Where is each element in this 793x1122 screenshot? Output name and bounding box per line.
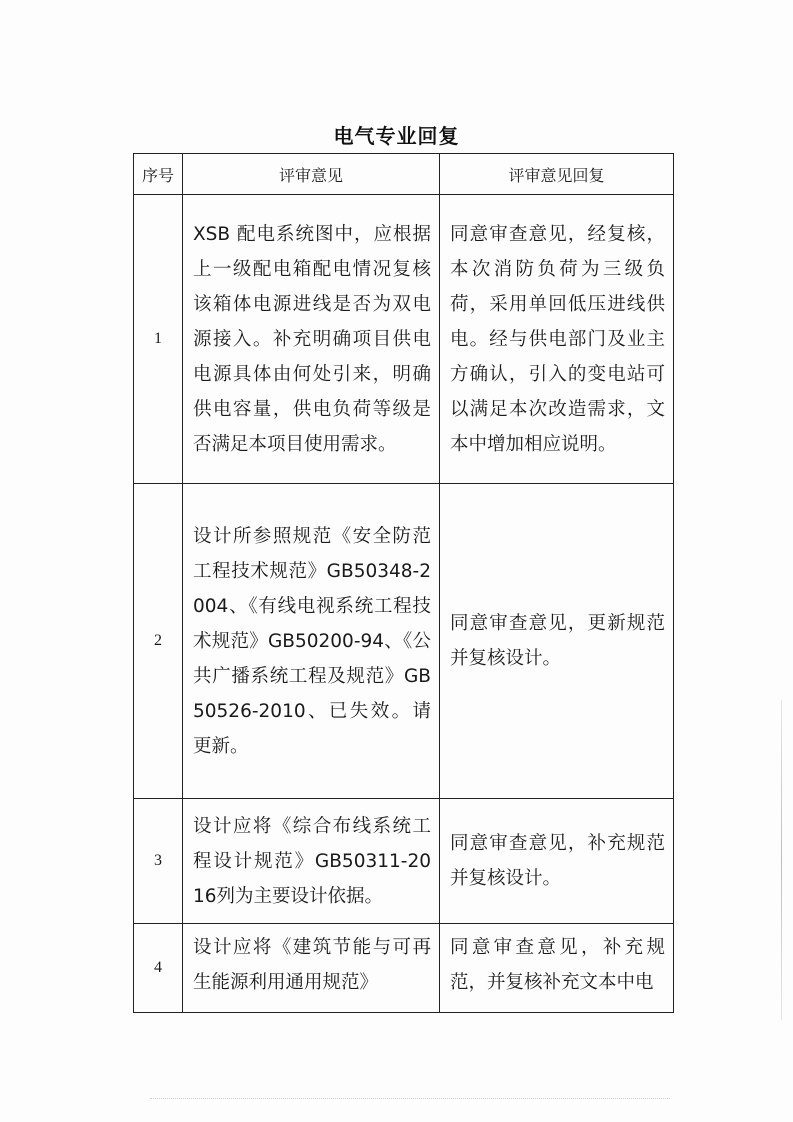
table-header-row	[134, 154, 674, 195]
header-review-opinion: 评审意见	[183, 154, 440, 195]
header-review-reply: 评审意见回复	[440, 154, 674, 195]
page-title: 电气专业回复	[333, 124, 460, 148]
table-row	[134, 484, 674, 799]
table-row	[134, 799, 674, 924]
review-opinion-cell: XSB 配电系统图中，应根据上一级配电箱配电情况复核该箱体电源进线是否为双电源接入。补充明确项目供电电源具体由何处引来，明确供电容量，供电负荷等级是否满足本项目使用需求。	[183, 195, 440, 484]
review-reply-cell: 同意审查意见，补充规范，并复核补充文本中电	[440, 924, 674, 1013]
table-row	[134, 195, 674, 484]
header-serial-number: 序号	[134, 154, 183, 195]
scan-artifact-line	[781, 700, 782, 1020]
review-opinion-cell: 设计所参照规范《安全防范工程技术规范》GB50348-2004、《有线电视系统工程技术规范》GB50200-94、《公共广播系统工程及规范》GB50526-2010、已失效。请更新。	[183, 484, 440, 799]
row-number: 2	[134, 484, 183, 799]
review-table	[133, 153, 674, 1013]
review-opinion-cell: 设计应将《综合布线系统工程设计规范》GB50311-2016列为主要设计依据。	[183, 799, 440, 924]
review-reply-cell: 同意审查意见，补充规范并复核设计。	[440, 799, 674, 924]
scan-artifact-dots	[150, 1098, 670, 1101]
row-number: 1	[134, 195, 183, 484]
table-row	[134, 924, 674, 1013]
review-reply-cell: 同意审查意见，更新规范并复核设计。	[440, 484, 674, 799]
review-opinion-cell: 设计应将《建筑节能与可再生能源利用通用规范》	[183, 924, 440, 1013]
row-number: 4	[134, 924, 183, 1013]
row-number: 3	[134, 799, 183, 924]
review-reply-cell: 同意审查意见，经复核，本次消防负荷为三级负荷，采用单回低压进线供电。经与供电部门及业主方确认，引入的变电站可以满足本次改造需求，文本中增加相应说明。	[440, 195, 674, 484]
